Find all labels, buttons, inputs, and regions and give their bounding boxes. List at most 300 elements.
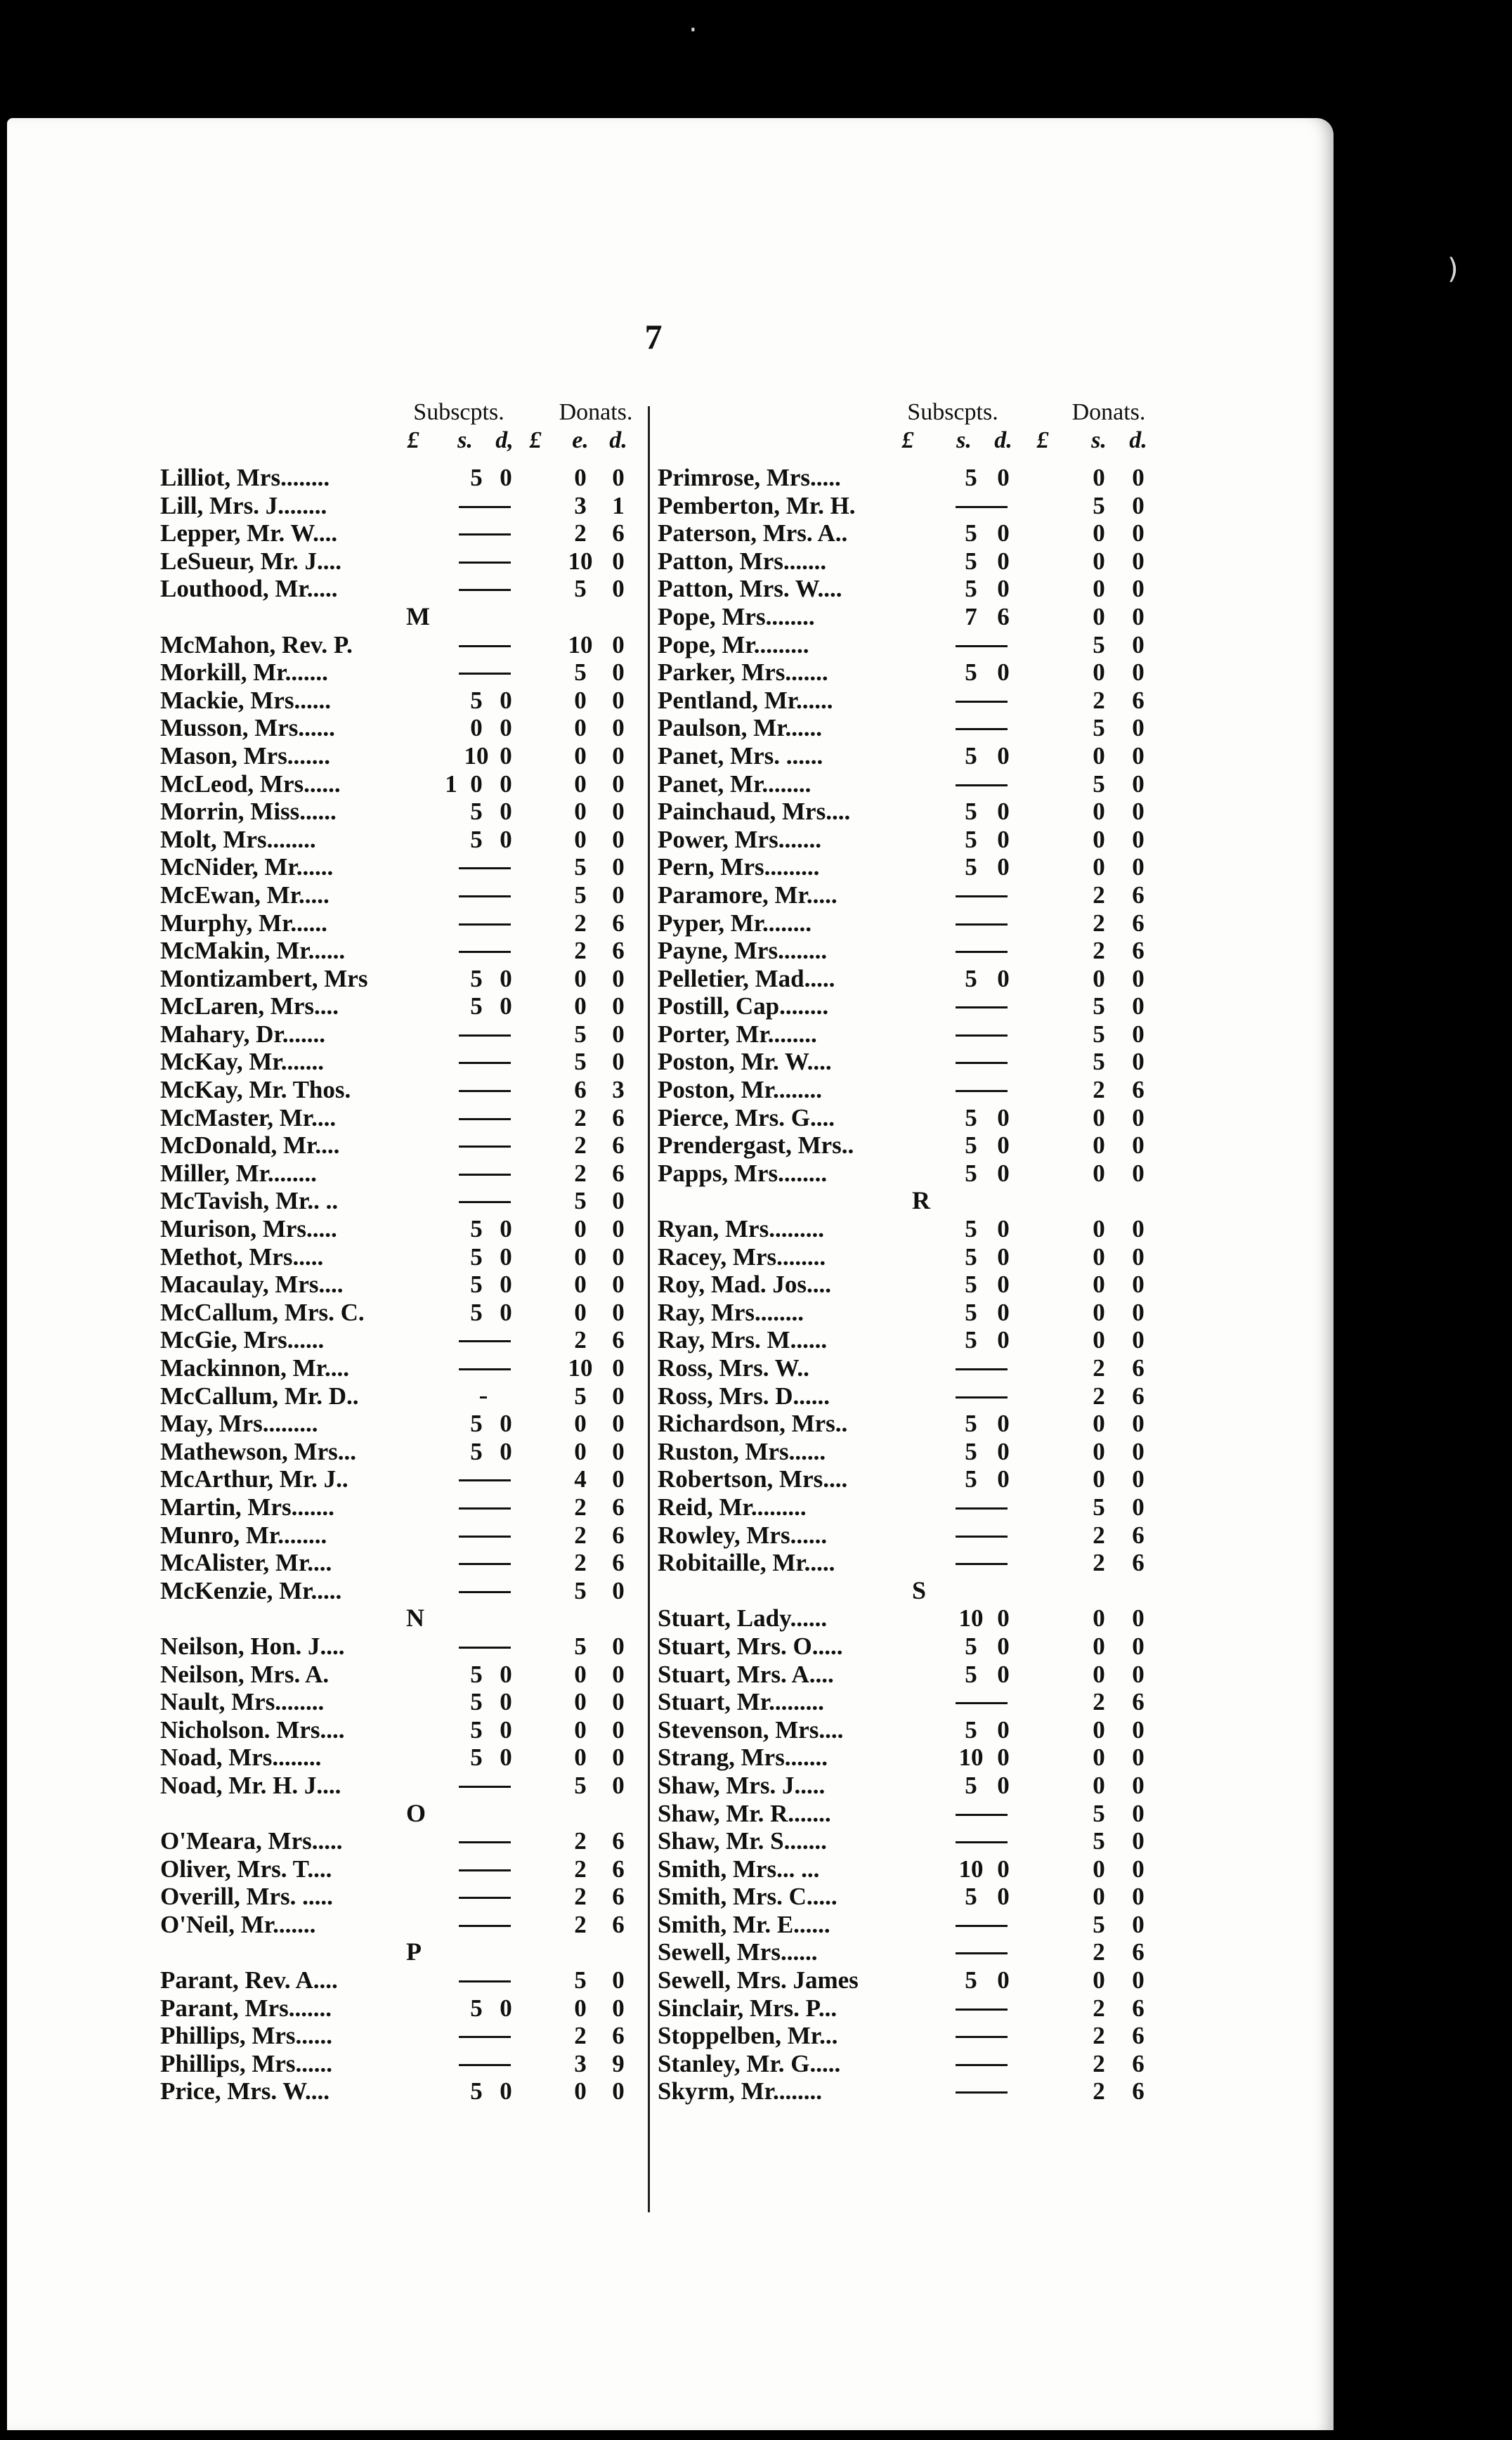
donation-pence: 6: [1132, 1521, 1145, 1549]
subscription-shillings: 5: [470, 686, 483, 714]
donation-pence: 0: [1132, 1799, 1145, 1827]
subscription-pence: 0: [997, 519, 1010, 547]
subscriber-name: McKenzie, Mr.....: [160, 1576, 342, 1604]
donation-shillings: 10: [568, 1354, 593, 1382]
subscription-pence: 0: [997, 1103, 1010, 1131]
list-item: [160, 1577, 659, 1605]
list-item: [160, 992, 659, 1020]
subscriber-name: Stoppelben, Mr...: [658, 2022, 838, 2050]
subscriber-name: McMaster, Mr....: [160, 1103, 337, 1131]
subscription-shillings: 5: [965, 825, 977, 853]
subscriber-name: Sewell, Mrs......: [658, 1938, 818, 1966]
donation-shillings: 3: [574, 491, 587, 519]
donation-shillings: 2: [574, 937, 587, 965]
subscriber-name: Munro, Mr........: [160, 1521, 327, 1549]
donation-pence: 6: [612, 1131, 625, 1160]
subscriber-name: McArthur, Mr. J..: [160, 1465, 348, 1493]
subscriber-name: McGie, Mrs......: [160, 1326, 325, 1354]
subscription-pence: 0: [997, 1159, 1010, 1187]
subscription-pence: 0: [997, 1744, 1010, 1772]
subscription-shillings: 5: [965, 575, 977, 603]
subscription-shillings: 5: [965, 1966, 977, 1994]
subscription-pence: 0: [997, 1883, 1010, 1911]
subscription-pence: 0: [997, 964, 1010, 992]
list-item: [160, 2050, 659, 2078]
subscription-pence: 0: [500, 1215, 512, 1243]
donation-shillings: 0: [574, 464, 587, 491]
subscriber-name: Power, Mrs.......: [658, 825, 821, 853]
subscription-pence: 0: [500, 2077, 512, 2105]
subscription-shillings: 10: [958, 1604, 984, 1633]
list-item: [658, 1772, 1164, 1800]
subscriber-name: Pelletier, Mad.....: [658, 964, 835, 992]
donation-shillings: 2: [574, 1883, 587, 1911]
no-subscription-rule: [956, 1841, 1008, 1843]
subscription-shillings: 5: [965, 1771, 977, 1799]
subscriber-name: Shaw, Mr. S.......: [658, 1827, 827, 1855]
section-letter: P: [406, 1938, 422, 1966]
subscription-shillings: 5: [470, 1688, 483, 1716]
donation-pence: 0: [1132, 1215, 1145, 1243]
donation-shillings: 5: [574, 575, 587, 603]
donation-pence: 0: [612, 1744, 625, 1772]
subscriber-name: McLeod, Mrs......: [160, 770, 341, 798]
right-donations-header: Donats.: [1071, 399, 1146, 425]
donation-pence: 6: [1132, 686, 1145, 714]
no-subscription-rule: [459, 1090, 511, 1092]
donation-shillings: 2: [574, 1103, 587, 1131]
donation-shillings: 0: [1093, 1883, 1105, 1911]
no-subscription-rule: [459, 895, 511, 897]
list-item: [658, 1410, 1164, 1438]
subscription-pence: 0: [500, 825, 512, 853]
donation-pence: 9: [612, 2049, 625, 2077]
donation-shillings: 5: [1093, 1827, 1105, 1855]
donation-shillings: 5: [1093, 630, 1105, 658]
list-item: [160, 631, 659, 659]
list-item: [658, 1633, 1164, 1661]
list-item: [658, 1020, 1164, 1049]
subscriber-name: Phillips, Mrs......: [160, 2049, 333, 2077]
subscriber-name: Musson, Mrs......: [160, 714, 335, 742]
subscription-shillings: 0: [470, 714, 483, 742]
no-subscription-rule: [956, 1090, 1008, 1092]
subscriber-name: Ray, Mrs........: [658, 1298, 804, 1326]
donation-pence: 0: [612, 853, 625, 881]
donation-pence: 0: [1132, 1744, 1145, 1772]
donation-pence: 0: [612, 686, 625, 714]
donation-shillings: 0: [1093, 1410, 1105, 1438]
subscription-shillings: 5: [470, 1715, 483, 1744]
list-item: [160, 1772, 659, 1800]
subscription-shillings: 5: [965, 1632, 977, 1660]
donation-pence: 0: [612, 881, 625, 909]
subscriber-name: Paramore, Mr.....: [658, 881, 838, 909]
subscriber-name: Patton, Mrs.......: [658, 547, 827, 575]
donation-shillings: 0: [574, 964, 587, 992]
subscription-shillings: 5: [965, 1465, 977, 1493]
subscription-shillings: 5: [470, 1994, 483, 2022]
subscriber-name: Papps, Mrs........: [658, 1159, 828, 1187]
section-letter-row: [658, 1187, 1164, 1215]
subscriber-name: Montizambert, Mrs: [160, 964, 368, 992]
donation-shillings: 0: [1093, 1604, 1105, 1633]
subscription-shillings: 5: [470, 1660, 483, 1688]
list-item: [160, 1299, 659, 1327]
section-letter-row: [160, 603, 659, 631]
list-item: [160, 1020, 659, 1049]
list-item: [658, 992, 1164, 1020]
donation-shillings: 2: [574, 1326, 587, 1354]
subscriber-name: Mackinnon, Mr....: [160, 1354, 350, 1382]
no-subscription-rule: [956, 784, 1008, 786]
subscription-shillings: 5: [965, 1159, 977, 1187]
subscription-shillings: 10: [958, 1744, 984, 1772]
donation-pence: 0: [1132, 491, 1145, 519]
donation-pence: 0: [612, 1354, 625, 1382]
subscription-pence: 0: [997, 1271, 1010, 1299]
donation-shillings: 0: [1093, 1242, 1105, 1271]
donation-pence: 0: [1132, 714, 1145, 742]
donation-pence: 0: [1132, 575, 1145, 603]
subscription-pence: 0: [500, 964, 512, 992]
right-sub-pence-unit: d.: [994, 427, 1012, 453]
list-item: [160, 1744, 659, 1772]
no-subscription-rule: [956, 2064, 1008, 2066]
donation-pence: 0: [612, 1715, 625, 1744]
donation-shillings: 2: [1093, 881, 1105, 909]
subscription-shillings: 7: [965, 602, 977, 630]
donation-shillings: 5: [574, 1048, 587, 1076]
no-subscription-rule: [956, 951, 1008, 953]
subscriber-name: Racey, Mrs........: [658, 1242, 826, 1271]
donation-pence: 6: [1132, 1382, 1145, 1410]
list-item: [160, 1410, 659, 1438]
list-item: [160, 1104, 659, 1132]
right-entries: [658, 464, 1164, 2105]
donation-pence: 0: [1132, 1604, 1145, 1633]
donation-shillings: 2: [574, 1493, 587, 1521]
subscriber-name: Pope, Mrs........: [658, 602, 815, 630]
donation-pence: 0: [1132, 770, 1145, 798]
list-item: [658, 1243, 1164, 1271]
list-item: [658, 1382, 1164, 1410]
subscriber-name: Postill, Cap........: [658, 992, 829, 1020]
donation-shillings: 0: [574, 992, 587, 1020]
subscription-pence: 0: [500, 1242, 512, 1271]
subscription-shillings: 5: [470, 964, 483, 992]
donation-pence: 0: [1132, 602, 1145, 630]
donation-pence: 0: [1132, 741, 1145, 770]
list-item: [658, 1215, 1164, 1243]
no-subscription-rule: [956, 645, 1008, 647]
no-subscription-rule: [459, 645, 511, 647]
subscriber-name: McAlister, Mr....: [160, 1549, 332, 1577]
list-item: [658, 853, 1164, 881]
donation-pence: 6: [1132, 937, 1145, 965]
list-item: [658, 547, 1164, 576]
subscriber-name: Oliver, Mrs. T....: [160, 1855, 332, 1883]
subscriber-name: Methot, Mrs.....: [160, 1242, 324, 1271]
donation-shillings: 0: [574, 1994, 587, 2022]
donation-shillings: 5: [1093, 1493, 1105, 1521]
list-item: [160, 881, 659, 909]
no-subscription-rule: [480, 1396, 487, 1399]
donation-shillings: 0: [1093, 1660, 1105, 1688]
subscription-pence: 0: [500, 714, 512, 742]
donation-pence: 0: [1132, 1715, 1145, 1744]
section-letter-row: [160, 1938, 659, 1966]
list-item: [658, 770, 1164, 798]
subscriber-name: May, Mrs.........: [160, 1410, 318, 1438]
subscription-shillings: 5: [965, 1215, 977, 1243]
no-subscription-rule: [956, 1814, 1008, 1816]
subscriber-name: Mahary, Dr.......: [160, 1020, 325, 1048]
subscriber-name: Pope, Mr.........: [658, 630, 809, 658]
donation-pence: 0: [1132, 630, 1145, 658]
list-item: [160, 1883, 659, 1911]
donation-pence: 0: [1132, 825, 1145, 853]
list-item: [160, 492, 659, 520]
scan-mark-right: ): [1447, 253, 1459, 285]
no-subscription-rule: [459, 923, 511, 926]
donation-shillings: 5: [1093, 1020, 1105, 1048]
no-subscription-rule: [459, 1980, 511, 1982]
list-item: [160, 1076, 659, 1104]
donation-shillings: 5: [1093, 770, 1105, 798]
no-subscription-rule: [956, 1034, 1008, 1037]
subscription-shillings: 5: [470, 1271, 483, 1299]
subscriber-name: Robertson, Mrs....: [658, 1465, 848, 1493]
list-item: [658, 1855, 1164, 1883]
subscriber-name: Morrin, Miss......: [160, 798, 337, 826]
no-subscription-rule: [459, 506, 511, 508]
donation-shillings: 2: [574, 1910, 587, 1938]
list-item: [658, 1716, 1164, 1744]
subscriber-name: Panet, Mr........: [658, 770, 812, 798]
donation-pence: 0: [1132, 1465, 1145, 1493]
donation-pence: 6: [1132, 1549, 1145, 1577]
no-subscription-rule: [459, 1536, 511, 1538]
no-subscription-rule: [459, 673, 511, 675]
donation-shillings: 0: [1093, 1437, 1105, 1465]
left-don-pound-unit: £: [529, 427, 542, 453]
list-item: [160, 2077, 659, 2105]
subscriber-name: Ray, Mrs. M......: [658, 1326, 828, 1354]
donation-pence: 0: [612, 992, 625, 1020]
subscriber-name: Pentland, Mr......: [658, 686, 833, 714]
donation-pence: 6: [612, 1103, 625, 1131]
list-item: [160, 798, 659, 826]
no-subscription-rule: [956, 728, 1008, 730]
subscriber-name: Parker, Mrs.......: [658, 658, 828, 687]
subscription-shillings: 5: [470, 1437, 483, 1465]
donation-shillings: 0: [1093, 1215, 1105, 1243]
subscriber-name: Neilson, Mrs. A.: [160, 1660, 330, 1688]
subscription-pence: 0: [500, 1660, 512, 1688]
no-subscription-rule: [459, 867, 511, 869]
list-item: [160, 1382, 659, 1410]
donation-pence: 0: [612, 1688, 625, 1716]
subscriber-name: Noad, Mr. H. J....: [160, 1771, 341, 1799]
subscriber-name: Parant, Mrs.......: [160, 1994, 332, 2022]
subscription-pence: 0: [997, 1326, 1010, 1354]
subscriber-name: Skyrm, Mr........: [658, 2077, 822, 2105]
donation-pence: 6: [612, 1883, 625, 1911]
list-item: [658, 1076, 1164, 1104]
right-don-pence-unit: d.: [1129, 427, 1147, 453]
subscriber-name: Miller, Mr........: [160, 1159, 317, 1187]
subscriber-name: Porter, Mr........: [658, 1020, 817, 1048]
subscription-shillings: 5: [965, 1103, 977, 1131]
donation-pence: 0: [612, 714, 625, 742]
list-item: [658, 1271, 1164, 1299]
donation-pence: 6: [612, 937, 625, 965]
donation-pence: 0: [1132, 1771, 1145, 1799]
list-item: [658, 1493, 1164, 1521]
list-item: [658, 1661, 1164, 1689]
donation-pence: 0: [1132, 1827, 1145, 1855]
subscriber-name: Ryan, Mrs.........: [658, 1215, 824, 1243]
donation-shillings: 5: [574, 1020, 587, 1048]
no-subscription-rule: [956, 2091, 1008, 2094]
subscriber-name: McLaren, Mrs....: [160, 992, 339, 1020]
subscription-pence: 0: [997, 1465, 1010, 1493]
donation-shillings: 4: [574, 1465, 587, 1493]
no-subscription-rule: [459, 1146, 511, 1148]
subscriber-name: Overill, Mrs. .....: [160, 1883, 333, 1911]
list-item: [160, 1549, 659, 1577]
donation-pence: 0: [612, 1410, 625, 1438]
list-item: [160, 1131, 659, 1160]
donation-pence: 0: [1132, 1298, 1145, 1326]
subscriber-name: Lilliot, Mrs........: [160, 464, 330, 491]
subscriber-name: Smith, Mrs. C.....: [658, 1883, 838, 1911]
donation-shillings: 0: [574, 714, 587, 742]
subscription-shillings: 5: [470, 1215, 483, 1243]
subscriber-name: Stuart, Mr.........: [658, 1688, 824, 1716]
subscriber-name: Murison, Mrs.....: [160, 1215, 337, 1243]
list-item: [658, 1048, 1164, 1076]
list-item: [160, 1966, 659, 1994]
no-subscription-rule: [956, 1952, 1008, 1954]
subscriber-name: Robitaille, Mr.....: [658, 1549, 835, 1577]
subscription-pence: 0: [997, 1215, 1010, 1243]
subscription-shillings: 5: [470, 798, 483, 826]
subscription-pence: 0: [997, 825, 1010, 853]
right-don-shilling-unit: s.: [1091, 427, 1107, 453]
list-item: [658, 492, 1164, 520]
subscriber-name: Rowley, Mrs......: [658, 1521, 828, 1549]
donation-pence: 6: [612, 1159, 625, 1187]
subscription-pence: 0: [997, 1410, 1010, 1438]
donation-pence: 0: [612, 1048, 625, 1076]
donation-pence: 6: [612, 909, 625, 937]
no-subscription-rule: [956, 1368, 1008, 1370]
donation-pence: 0: [612, 547, 625, 575]
no-subscription-rule: [956, 701, 1008, 703]
subscriber-name: Paulson, Mr......: [658, 714, 823, 742]
subscription-pence: 0: [997, 1131, 1010, 1160]
donation-pence: 6: [612, 1493, 625, 1521]
donation-shillings: 5: [574, 881, 587, 909]
subscription-pence: 0: [997, 1660, 1010, 1688]
donation-shillings: 0: [574, 770, 587, 798]
donation-shillings: 5: [1093, 1799, 1105, 1827]
list-item: [658, 826, 1164, 854]
donation-pence: 6: [1132, 881, 1145, 909]
list-item: [658, 1521, 1164, 1550]
list-item: [160, 1438, 659, 1466]
donation-pence: 0: [1132, 1131, 1145, 1160]
list-item: [658, 937, 1164, 965]
subscription-shillings: 5: [965, 964, 977, 992]
right-don-pound-unit: £: [1036, 427, 1049, 453]
subscription-shillings: 5: [470, 1298, 483, 1326]
section-letter-row: [160, 1604, 659, 1633]
donation-pence: 0: [1132, 1242, 1145, 1271]
donation-pence: 0: [1132, 1493, 1145, 1521]
subscription-pence: 0: [500, 992, 512, 1020]
donation-pence: 0: [1132, 1660, 1145, 1688]
donation-shillings: 2: [1093, 686, 1105, 714]
subscription-pence: 0: [997, 575, 1010, 603]
subscriber-name: O'Neil, Mr.......: [160, 1910, 316, 1938]
donation-shillings: 2: [1093, 2077, 1105, 2105]
subscription-shillings: 10: [464, 741, 489, 770]
section-letter: M: [406, 602, 430, 630]
donation-shillings: 0: [574, 1660, 587, 1688]
donation-pence: 0: [612, 1437, 625, 1465]
donation-pence: 0: [612, 770, 625, 798]
subscription-shillings: 5: [965, 853, 977, 881]
donation-pence: 0: [1132, 1855, 1145, 1883]
donation-shillings: 0: [1093, 547, 1105, 575]
donation-pence: 6: [1132, 1688, 1145, 1716]
list-item: [658, 2022, 1164, 2050]
subscriber-name: Poston, Mr........: [658, 1076, 822, 1104]
subscription-shillings: 5: [965, 1131, 977, 1160]
donation-shillings: 2: [574, 1855, 587, 1883]
list-item: [160, 1661, 659, 1689]
left-donations-header: Donats.: [559, 399, 633, 425]
donation-pence: 6: [612, 1910, 625, 1938]
donation-pence: 0: [612, 1215, 625, 1243]
subscriber-name: Macaulay, Mrs....: [160, 1271, 344, 1299]
subscriber-name: McTavish, Mr.. ..: [160, 1187, 339, 1215]
donation-pence: 0: [1132, 1632, 1145, 1660]
donation-shillings: 2: [1093, 937, 1105, 965]
subscriber-name: McEwan, Mr.....: [160, 881, 330, 909]
list-item: [160, 1354, 659, 1382]
donation-pence: 0: [612, 825, 625, 853]
donation-shillings: 5: [574, 658, 587, 687]
left-don-shilling-unit: e.: [572, 427, 589, 453]
no-subscription-rule: [459, 1841, 511, 1843]
donation-shillings: 0: [1093, 825, 1105, 853]
donation-shillings: 2: [574, 1549, 587, 1577]
list-item: [658, 1744, 1164, 1772]
list-item: [658, 1465, 1164, 1493]
subscriber-name: Lepper, Mr. W....: [160, 519, 338, 547]
subscriber-name: Primrose, Mrs.....: [658, 464, 841, 491]
donation-pence: 6: [1132, 1354, 1145, 1382]
donation-pence: 0: [612, 1382, 625, 1410]
subscriber-name: Mason, Mrs.......: [160, 741, 331, 770]
donation-pence: 0: [612, 1576, 625, 1604]
donation-pence: 0: [1132, 1020, 1145, 1048]
subscriber-name: LeSueur, Mr. J....: [160, 547, 341, 575]
